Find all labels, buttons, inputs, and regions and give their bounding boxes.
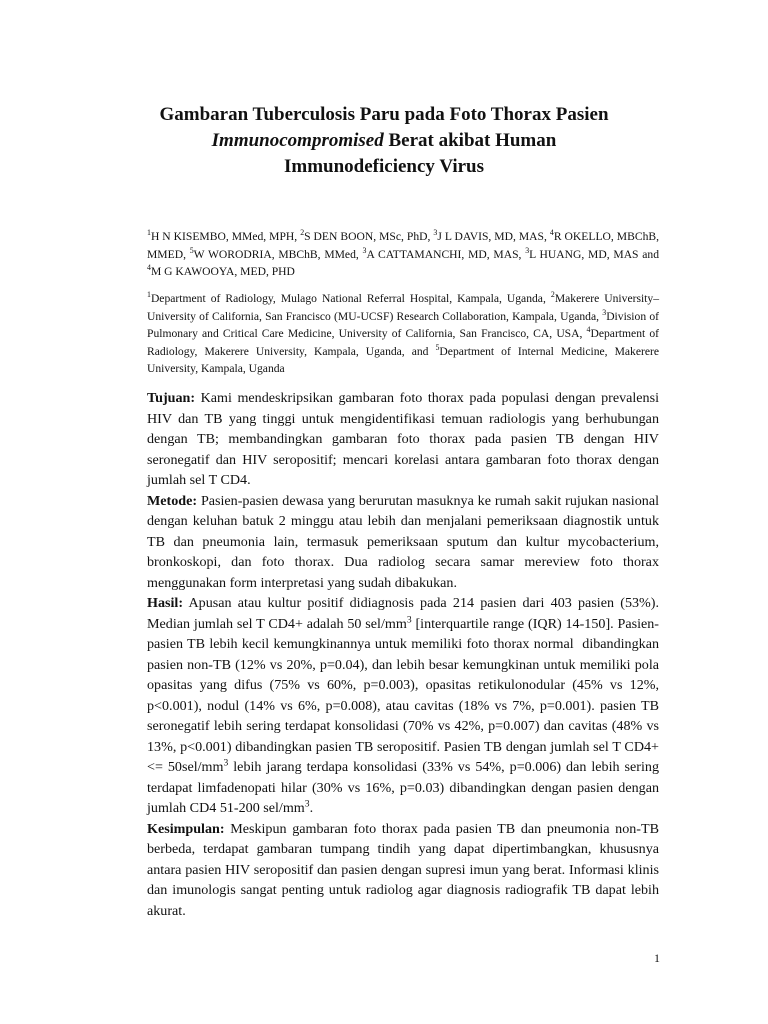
author-name: J L DAVIS, MD, MAS,	[437, 230, 550, 243]
author-affiliation-mark: 4	[147, 263, 151, 273]
affiliation-list	[147, 290, 659, 378]
author-affiliation-mark: 3	[433, 228, 438, 238]
abstract-kesimpulan	[147, 819, 659, 922]
author-affiliation-mark: 1	[147, 228, 151, 238]
author-name: A CATTAMANCHI, MD, MAS,	[366, 247, 526, 261]
abstract-tujuan	[147, 388, 659, 491]
kesimpulan-text: Meskipun gambaran foto thorax pada pasien TB dan pneumonia non-TB berbeda, terdapat gambaran tumpang tindih yang dapat dipertimbangkan, khususnya antara pasien HIV seropositif dan pasien dengan supresi imun yang berat. Informasi klinis dan imunologis sangat penting untuk radiolog agar diagnosis radiografik TB dapat lebih akurat.	[147, 820, 659, 919]
author-affiliation-mark: 3	[525, 245, 530, 255]
title-italic-term: Immunocompromised	[211, 130, 384, 151]
title-line-3: Immunodeficiency Virus	[283, 156, 485, 177]
hasil-text-2: [interquartile range (IQR) 14-150]. Pasien-pasien TB lebih kecil kemungkinannya untuk memiliki foto thorax normal dibandingkan pasien non-TB (12% vs 20%, p=0.04), dan lebih besar kemungkinan untuk memiliki pola opasitas yang difus (75% vs 60%, p=0.003), opasitas retikulonodular (45% vs 12%, p<0.001), nodul (14% vs 6%, p=0.008), atau cavitas (18% vs 7%, p=0.001). pasien TB seronegatif lebih sering terdapat konsolidasi (70% vs 42%, p=0.007) dan cavitas (48% vs 13%, p<0.001) dibandingkan pasien TB seropositif. Pasien TB dengan jumlah sel T CD4+ <= 50sel/mm	[147, 615, 659, 775]
paper-title	[110, 102, 658, 180]
affiliation-text: Department of Radiology, Makerere University, Kampala, Uganda, and	[147, 327, 660, 358]
author-name: L HUANG, MD, MAS and	[529, 247, 660, 261]
author-affiliation-mark: 5	[189, 245, 194, 255]
hasil-text-4: .	[309, 800, 314, 816]
affiliation-mark: 4	[586, 325, 591, 335]
abstract-metode	[147, 491, 659, 594]
affiliation-mark: 3	[602, 307, 607, 317]
affiliation-mark: 5	[435, 342, 440, 352]
title-line-2	[110, 128, 658, 154]
author-name: W WORODRIA, MBChB, MMed,	[193, 247, 363, 261]
title-line-1: Gambaran Tuberculosis Paru pada Foto Thorax Pasien	[159, 104, 609, 125]
metode-label: Metode:	[147, 492, 198, 509]
author-affiliation-mark: 3	[362, 245, 367, 255]
hasil-text-3: lebih jarang terdapa konsolidasi (33% vs 54%, p=0.006) dan lebih sering terdapat limfadenopati hilar (30% vs 16%, p=0.03) dibandingkan dengan pasien dengan jumlah CD4 51-200 sel/mm	[147, 759, 659, 816]
affiliation-text: Makerere University–University of California, San Francisco (MU-UCSF) Research Collaboration, Kampala, Uganda,	[147, 292, 659, 323]
author-name: M G KAWOOYA, MED, PHD	[150, 265, 295, 278]
affiliation-text: Division of Pulmonary and Critical Care Medicine, University of California, San Francisco, CA, USA,	[147, 309, 660, 340]
abstract	[147, 388, 659, 921]
abstract-hasil	[147, 593, 659, 819]
hasil-label: Hasil:	[147, 595, 184, 611]
affiliation-mark: 1	[147, 290, 151, 300]
superscript: 3	[304, 798, 310, 810]
author-name: R OKELLO, MBChB, MMED,	[147, 230, 659, 261]
kesimpulan-label: Kesimpulan:	[147, 820, 225, 837]
affiliation-text: Department of Radiology, Mulago National Referral Hospital, Kampala, Uganda,	[150, 292, 551, 305]
affiliation-text: Department of Internal Medicine, Makerere University, Kampala, Uganda	[147, 344, 660, 375]
author-list	[147, 228, 659, 281]
author-affiliation-mark: 2	[300, 228, 305, 238]
hasil-text-1: Apusan atau kultur positif didiagnosis pada 214 pasien dari 403 pasien (53%). Median jumlah sel T CD4+ adalah 50 sel/mm	[147, 595, 659, 632]
author-name: H N KISEMBO, MMed, MPH,	[150, 230, 301, 243]
superscript: 3	[223, 757, 229, 769]
metode-text: Pasien-pasien dewasa yang berurutan masuknya ke rumah sakit rujukan nasional dengan keluhan batuk 2 minggu atau lebih dan menjalani pemeriksaan diagnostik untuk TB dan pneumonia lain, termasuk pemeriksaan sputum dan kultur mycobacterium, bronkoskopi, dan foto thorax. Dua radiolog secara samar mereview foto thorax menggunakan form interpretasi yang sudah dibakukan.	[147, 492, 659, 591]
affiliation-mark: 2	[550, 290, 555, 300]
superscript: 3	[406, 613, 412, 625]
tujuan-label: Tujuan:	[147, 390, 196, 406]
title-line-2-rest: Berat akibat Human	[383, 130, 557, 151]
author-name: S DEN BOON, MSc, PhD,	[304, 230, 434, 243]
tujuan-text: Kami mendeskripsikan gambaran foto thorax pada populasi dengan prevalensi HIV dan TB yang tinggi untuk mengidentifikasi temuan radiologis yang berhubungan dengan TB; membandingkan gambaran foto thorax pada pasien TB dengan HIV seronegatif dan HIV seropositif; mencari korelasi antara gambaran foto thorax dengan jumlah sel T CD4.	[147, 390, 659, 488]
author-affiliation-mark: 4	[549, 228, 554, 238]
page-number: 1	[654, 951, 660, 965]
